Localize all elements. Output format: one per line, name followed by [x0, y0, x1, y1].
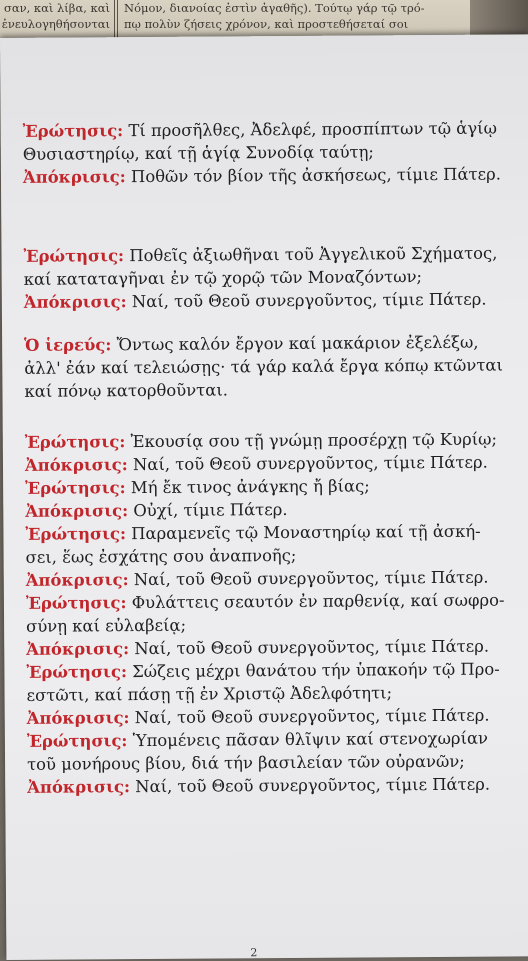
speaker-label: Ἀπόκρισις: [25, 455, 128, 475]
dialogue-block [23, 242, 493, 314]
dialogue-text: Θυσιαστηρίῳ, καί τῇ ἁγίᾳ Συνοδίᾳ ταύτῃ; [23, 142, 374, 163]
dialogue-text: Μή ἔκ τινος ἀνάγκης ἤ βίας; [126, 476, 370, 497]
dialogue-line [24, 377, 494, 403]
background-left-line: σαν, καὶ λίβα, καὶ [0, 0, 110, 16]
speaker-label: Ἐρώτησις: [23, 246, 124, 266]
speaker-label: Ἐρώτησις: [26, 593, 127, 613]
dialogue-line [26, 589, 496, 615]
dialogue-line [23, 163, 493, 189]
dialogue-text: Τί προσῆλθες, Ἀδελφέ, προσπίπτων τῷ ἁγίῳ [123, 119, 497, 141]
dialogue-text: ἀλλ' ἐάν καί τελειώσῃς· τά γάρ καλά ἔργα κόπῳ κτῶνται [24, 355, 503, 377]
dialogue-text: Ποθῶν τόν βίον τῆς ἀσκήσεως, τίμιε Πάτερ. [126, 165, 501, 187]
speaker-label: Ἐρώτησις: [25, 432, 126, 452]
dialogue-line [27, 704, 497, 730]
dialogue-text: Παραμενεῖς τῷ Μοναστηρίῳ καί τῇ ἀσκή- [126, 522, 481, 543]
dialogue-line [27, 750, 497, 776]
dialogue-text: Σώζεις μέχρι θανάτου τήν ὑπακοήν τῷ Προ- [127, 660, 500, 682]
speaker-label: Ἀπόκρισις: [25, 501, 128, 521]
dialogue-text: Ναί, τοῦ Θεοῦ συνεργοῦντος, τίμιε Πάτερ. [130, 775, 490, 797]
dialogue-text: Ναί, τοῦ Θεοῦ συνεργοῦντος, τίμιε Πάτερ. [129, 637, 489, 659]
dialogue-text: τοῦ μονήρους βίου, διά τήν βασιλείαν τῶν οὐρανῶν; [27, 752, 465, 774]
speaker-label: Ἀπόκρισις: [24, 292, 127, 312]
speaker-label: Ἀπόκρισις: [26, 570, 129, 590]
speaker-label: Ἐρώτησις: [25, 478, 126, 498]
dialogue-line [24, 354, 494, 380]
speaker-label: Ἐρώτησις: [27, 731, 128, 751]
dialogue-text: Φυλάττεις σεαυτόν ἐν παρθενίᾳ, καί σωφρο- [126, 590, 504, 612]
dialogue-block [23, 117, 493, 189]
speaker-label: Ἀπόκρισις: [27, 708, 130, 728]
speaker-label: Ὁ ἱερεύς: [24, 335, 111, 355]
speaker-label: Ἀπόκρισις: [27, 777, 130, 797]
dialogue-line [26, 612, 496, 638]
dialogue-line [24, 265, 494, 291]
dialogue-block [25, 428, 498, 799]
dialogue-text: Ναί, τοῦ Θεοῦ συνεργοῦντος, τίμιε Πάτερ. [127, 290, 487, 312]
dialogue-text: σύνῃ καί εὐλαβείᾳ; [26, 616, 186, 636]
dialogue-line [24, 331, 494, 357]
dialogue-text: Οὐχί, τίμιε Πάτερ. [128, 500, 288, 520]
speaker-label: Ἐρώτησις: [25, 524, 126, 544]
dialogue-text: καί πόνῳ κατορθοῦνται. [24, 380, 228, 400]
dialogue-text: Ποθεῖς ἀξιωθῆναι τοῦ Ἀγγελικοῦ Σχήματος, [124, 244, 497, 266]
dialogue-line [27, 681, 497, 707]
speaker-label: Ἐρώτησις: [26, 662, 127, 682]
dialogue-line [27, 727, 497, 753]
dialogue-line [26, 658, 496, 684]
dialogue-line [23, 242, 493, 268]
dialogue-text: καί καταταγῆναι ἐν τῷ χορῷ τῶν Μοναζόντων; [24, 267, 422, 289]
dialogue-text: Ἐκουσίᾳ σου τῇ γνώμῃ προσέρχῃ τῷ Κυρίῳ; [125, 430, 497, 452]
page-number: 2 [250, 946, 257, 959]
dialogue-line [23, 117, 493, 143]
dialogue-text: Ναί, τοῦ Θεοῦ συνεργοῦντος, τίμιε Πάτερ. [129, 706, 489, 728]
dialogue-text: Ναί, τοῦ Θεοῦ συνεργοῦντος, τίμιε Πάτερ. [129, 568, 489, 590]
dialogue-line [23, 140, 493, 166]
dialogue-text: Ὑπομένεις πᾶσαν θλῖψιν καί στενοχωρίαν [127, 729, 488, 751]
speaker-label: Ἐρώτησις: [23, 121, 124, 141]
background-right-line: Νόμον, διανοίας ἐστὶν ἀγαθῆς). Τούτῳ γάρ τῷ τρό- [124, 0, 454, 16]
background-left-line: ἐνευλογηθήσονται [0, 16, 110, 32]
dialogue-text: Ναί, τοῦ Θεοῦ συνεργοῦντος, τίμιε Πάτερ. [128, 453, 488, 475]
dialogue-line [25, 497, 495, 523]
dialogue-line [26, 566, 496, 592]
dialogue-text: Ὄντως καλόν ἔργον καί μακάριον ἐξελέξω, [111, 333, 478, 355]
speaker-label: Ἀπόκρισις: [23, 167, 126, 187]
dialogue-line [25, 428, 495, 454]
document-page [0, 34, 528, 960]
dialogue-line [25, 520, 495, 546]
background-right-line: πῳ πολὺν ζήσεις χρόνον, καὶ προστεθήσεταί σοι [124, 16, 454, 32]
dialogue-line [24, 288, 494, 314]
dialogue-line [25, 451, 495, 477]
dialogue-line [26, 543, 496, 569]
dialogue-line [25, 474, 495, 500]
dialogue-block [24, 331, 494, 403]
dialogue-text: σει, ἕως ἐσχάτης σου ἀναπνοῆς; [26, 546, 297, 567]
dialogue-line [26, 635, 496, 661]
dialogue-line [27, 773, 497, 799]
dialogue-text: εστῶτι, καί πάσῃ τῇ ἐν Χριστῷ Ἀδελφότητι; [27, 683, 393, 705]
speaker-label: Ἀπόκρισις: [26, 639, 129, 659]
